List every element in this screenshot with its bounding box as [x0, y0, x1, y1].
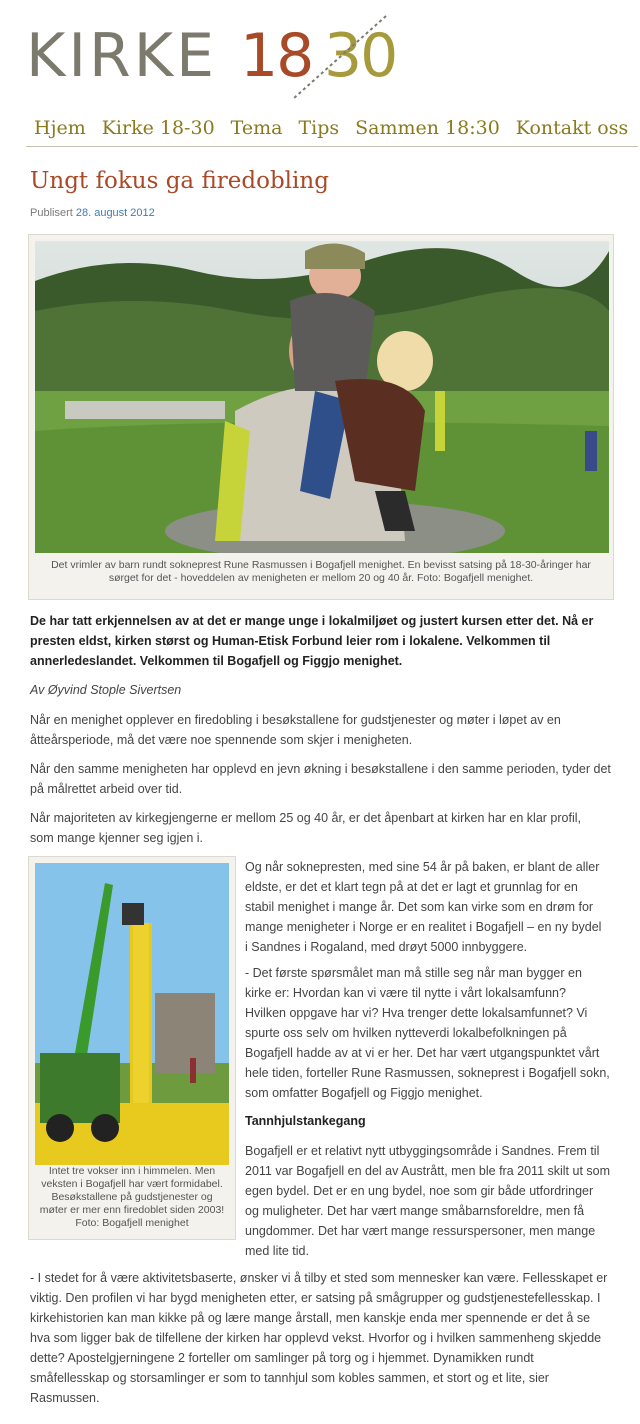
logo-word: KIRKE	[26, 21, 217, 91]
side-photo[interactable]	[35, 863, 229, 1165]
article-title: Ungt fokus ga firedobling	[30, 168, 329, 194]
paragraph-3: Når majoriteten av kirkegjengerne er mellom 25 og 40 år, er det åpenbart at kirken har en klar profil, som mange kjenner seg igjen i.	[30, 811, 581, 845]
nav-item-tips[interactable]: Tips	[298, 117, 340, 139]
paragraph-4: Og når soknepresten, med sine 54 år på baken, er blant de aller eldste, er det et klart tegn på at det er lagt et grunnlag for en stabil menighet i mange år. Det som kan virke som en drøm for mange menigheter i Norge er en realitet i Bogafjell – en ny bydel i Sandnes i Rogaland, med drøyt 5000 innbyggere.	[245, 860, 602, 954]
nav-item-sammen-18-30[interactable]: Sammen 18:30	[355, 117, 500, 139]
site-logo[interactable]	[26, 14, 406, 100]
article-lead: De har tatt erkjennelsen av at det er mange unge i lokalmiljøet og justert kursen etter det. Nå er presten eldst, kirken størst og Human-Etisk Forbund leier rom i lokalene. Velkommen til annerledeslandet. Velkommen til Bogafjell og Figgjo menighet.	[30, 614, 594, 668]
published-date-link[interactable]: 28. august 2012	[75, 207, 155, 219]
main-figure	[28, 234, 614, 600]
published-line	[30, 207, 155, 219]
side-figure	[28, 856, 236, 1240]
article-byline: Av Øyvind Stople Sivertsen	[30, 683, 182, 697]
side-photo-caption: Intet tre vokser inn i himmelen. Men veksten i Bogafjell har vært formidabel. Besøkstallene på gudstjenester og møter er mer enn firedoblet siden 2003! Foto: Bogafjell menighet	[39, 1165, 225, 1229]
main-photo-caption: Det vrimler av barn rundt sokneprest Rune Rasmussen i Bogafjell menighet. En bevisst satsing på 18-30-åringer har sørget for det - hoveddelen av menigheten er mellom 20 og 40 år. Foto: Bogafjell menighet.	[51, 559, 591, 584]
paragraph-1: Når en menighet opplever en firedobling i besøkstallene for gudstjenester og møter i løpet av en åtteårsperiode, må det være noe spennende som skjer i menigheten.	[30, 713, 561, 747]
main-nav	[26, 110, 638, 147]
nav-item-kirke-18-30[interactable]: Kirke 18-30	[101, 117, 215, 139]
nav-item-hjem[interactable]: Hjem	[34, 117, 86, 139]
logo-number-30: 30	[324, 21, 397, 91]
paragraph-7: - I stedet for å være aktivitetsbaserte, ønsker vi å tilby et sted som mennesker kan være. Fellesskapet er viktig. Den profilen vi har bygd menigheten etter, er satsing på smågrupper og gudstjenestefellesskap. I kirkehistorien kan man kikke på og lære mange årstall, men kanskje enda mer spennende er det å se hva som ligger bak de tilfellene der kirken har opplevd vekst. Hvorfor og i hvilken sammenheng skjedde dette? Apostelgjerningene 2 forteller om samlinger på torg og i hjemmet. Dynamikken rundt småfellesskap og storsamlinger er som to tannhjul som kobles sammen, et stort og et lite, sier Rasmussen.	[30, 1271, 608, 1405]
logo-slash-icon	[266, 14, 396, 100]
paragraph-5: - Det første spørsmålet man må stille seg når man bygger en kirke er: Hvordan kan vi være til nytte i vårt lokalsamfunn? Hvilken oppgave har vi? Hva trenger dette lokalsamfunnet? Vi spurte oss selv om hvilken nytteverdi lokalbefolkningen på Bogafjell hadde av at vi er her. Det har vært utgangspunktet vårt hele tiden, forteller Rune Rasmussen, sokneprest i Bogafjell sokn, som omfatter Bogafjell og Figgjo menighet.	[245, 966, 610, 1100]
paragraph-2: Når den samme menigheten har opplevd en jevn økning i besøkstallene i den samme perioden, tyder det på målrettet arbeid over tid.	[30, 762, 611, 796]
side-photo-image	[35, 863, 229, 1165]
main-photo-image	[35, 241, 609, 553]
nav-item-tema[interactable]: Tema	[230, 117, 283, 139]
published-label: Publisert	[30, 207, 73, 219]
main-photo[interactable]	[35, 241, 609, 553]
section-subhead: Tannhjulstankegang	[245, 1114, 366, 1128]
nav-item-kontakt-oss[interactable]: Kontakt oss	[515, 117, 629, 139]
logo-number-18: 18	[240, 21, 313, 91]
paragraph-6: Bogafjell er et relativt nytt utbyggingsområde i Sandnes. Frem til 2011 var Bogafjell en del av Austrått, men ble fra 2011 skilt ut som egen bydel. Det er en ung bydel, noe som gir både utfordringer og muligheter. Det har vært mange småbarnsforeldre, men få ungdommer. Det har vært mange ressurspersoner, men mange med lite tid.	[245, 1144, 611, 1258]
